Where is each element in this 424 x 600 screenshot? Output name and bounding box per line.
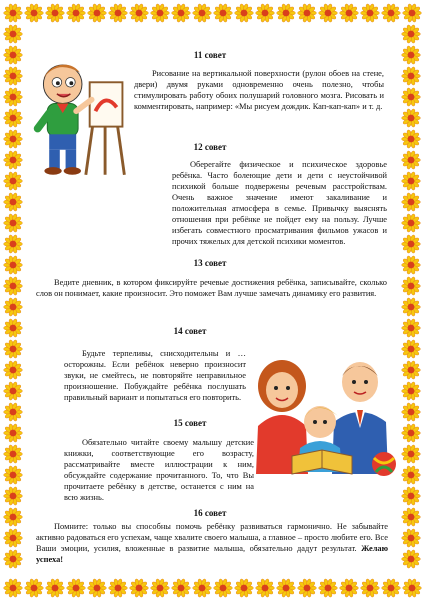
family-reading-icon [248, 352, 398, 482]
tip-15-paragraph: Обязательно читайте своему малышу детские книжки, соответствующие его возрасту, рассматривайте вместе иллюстрации к ним, обсуждайте содержание прочитанного. То, что Вы прочитаете ребёнку в детстве, останется с ним на всю жизнь. [64, 438, 254, 502]
tip-16-title: 16 совет [193, 508, 227, 518]
tip-14-title: 14 совет [173, 326, 207, 336]
tip-14-text: Будьте терпеливы, снисходительны и … осторожны. Если ребёнок неверно произносит звуки, не смейтесь, не повторяйте неправильное произношение. Побуждайте ребёнка послушать правильный вариант и попытаться его повторить. [64, 349, 246, 402]
tip-11-text: Рисование на вертикальной поверхности (рулон обоев на стене, двери) двумя руками одновременно очень полезно, чтобы стимулировать работу обоих полушарий головного мозга. Рисовать и комментировать, например: «Мы рисуем дождик. Кап-кап-кап» и т. д. [134, 69, 384, 111]
tip-15-title: 15 совет [173, 418, 207, 428]
tip-13-title: 13 совет [193, 258, 227, 268]
tip-11-title: 11 совет [193, 50, 227, 60]
tip-16-text: Помните: только вы способны помочь ребёнку развиваться гармонично. Не забывайте активно радоваться его успехам, чаще хвалите своего малыша, а главное – просто любите его. Все Ваши эмоции, усилия, вложенные в развитие малыша, обязательно дадут результат. Желаю успеха! [36, 522, 388, 564]
tip-12-paragraph: Оберегайте физическое и психическое здоровье ребёнка. Часто болеющие дети и дети с неустойчивой психикой больше подвержены речевым расстройствам. Очень важное значение имеют закаливание и положительная атмосфера в семье. Привычку выяснять отношения при ребёнке не пойдет ему на пользу. Лучше избегать совместного просматривания фильмов ужасов и прочих тяжелых для детской психики моментов. [172, 160, 387, 246]
tip-13-text: Ведите дневник, в котором фиксируйте речевые достижения ребёнка, записывайте, сколько слов он понимает, какие произносит. Это поможет Вам лучше замечать динамику его развития. [36, 278, 387, 298]
tip-12-text [36, 159, 387, 247]
tip-12-title: 12 совет [193, 142, 227, 152]
closing-wish: Желаю успеха! [36, 544, 388, 564]
